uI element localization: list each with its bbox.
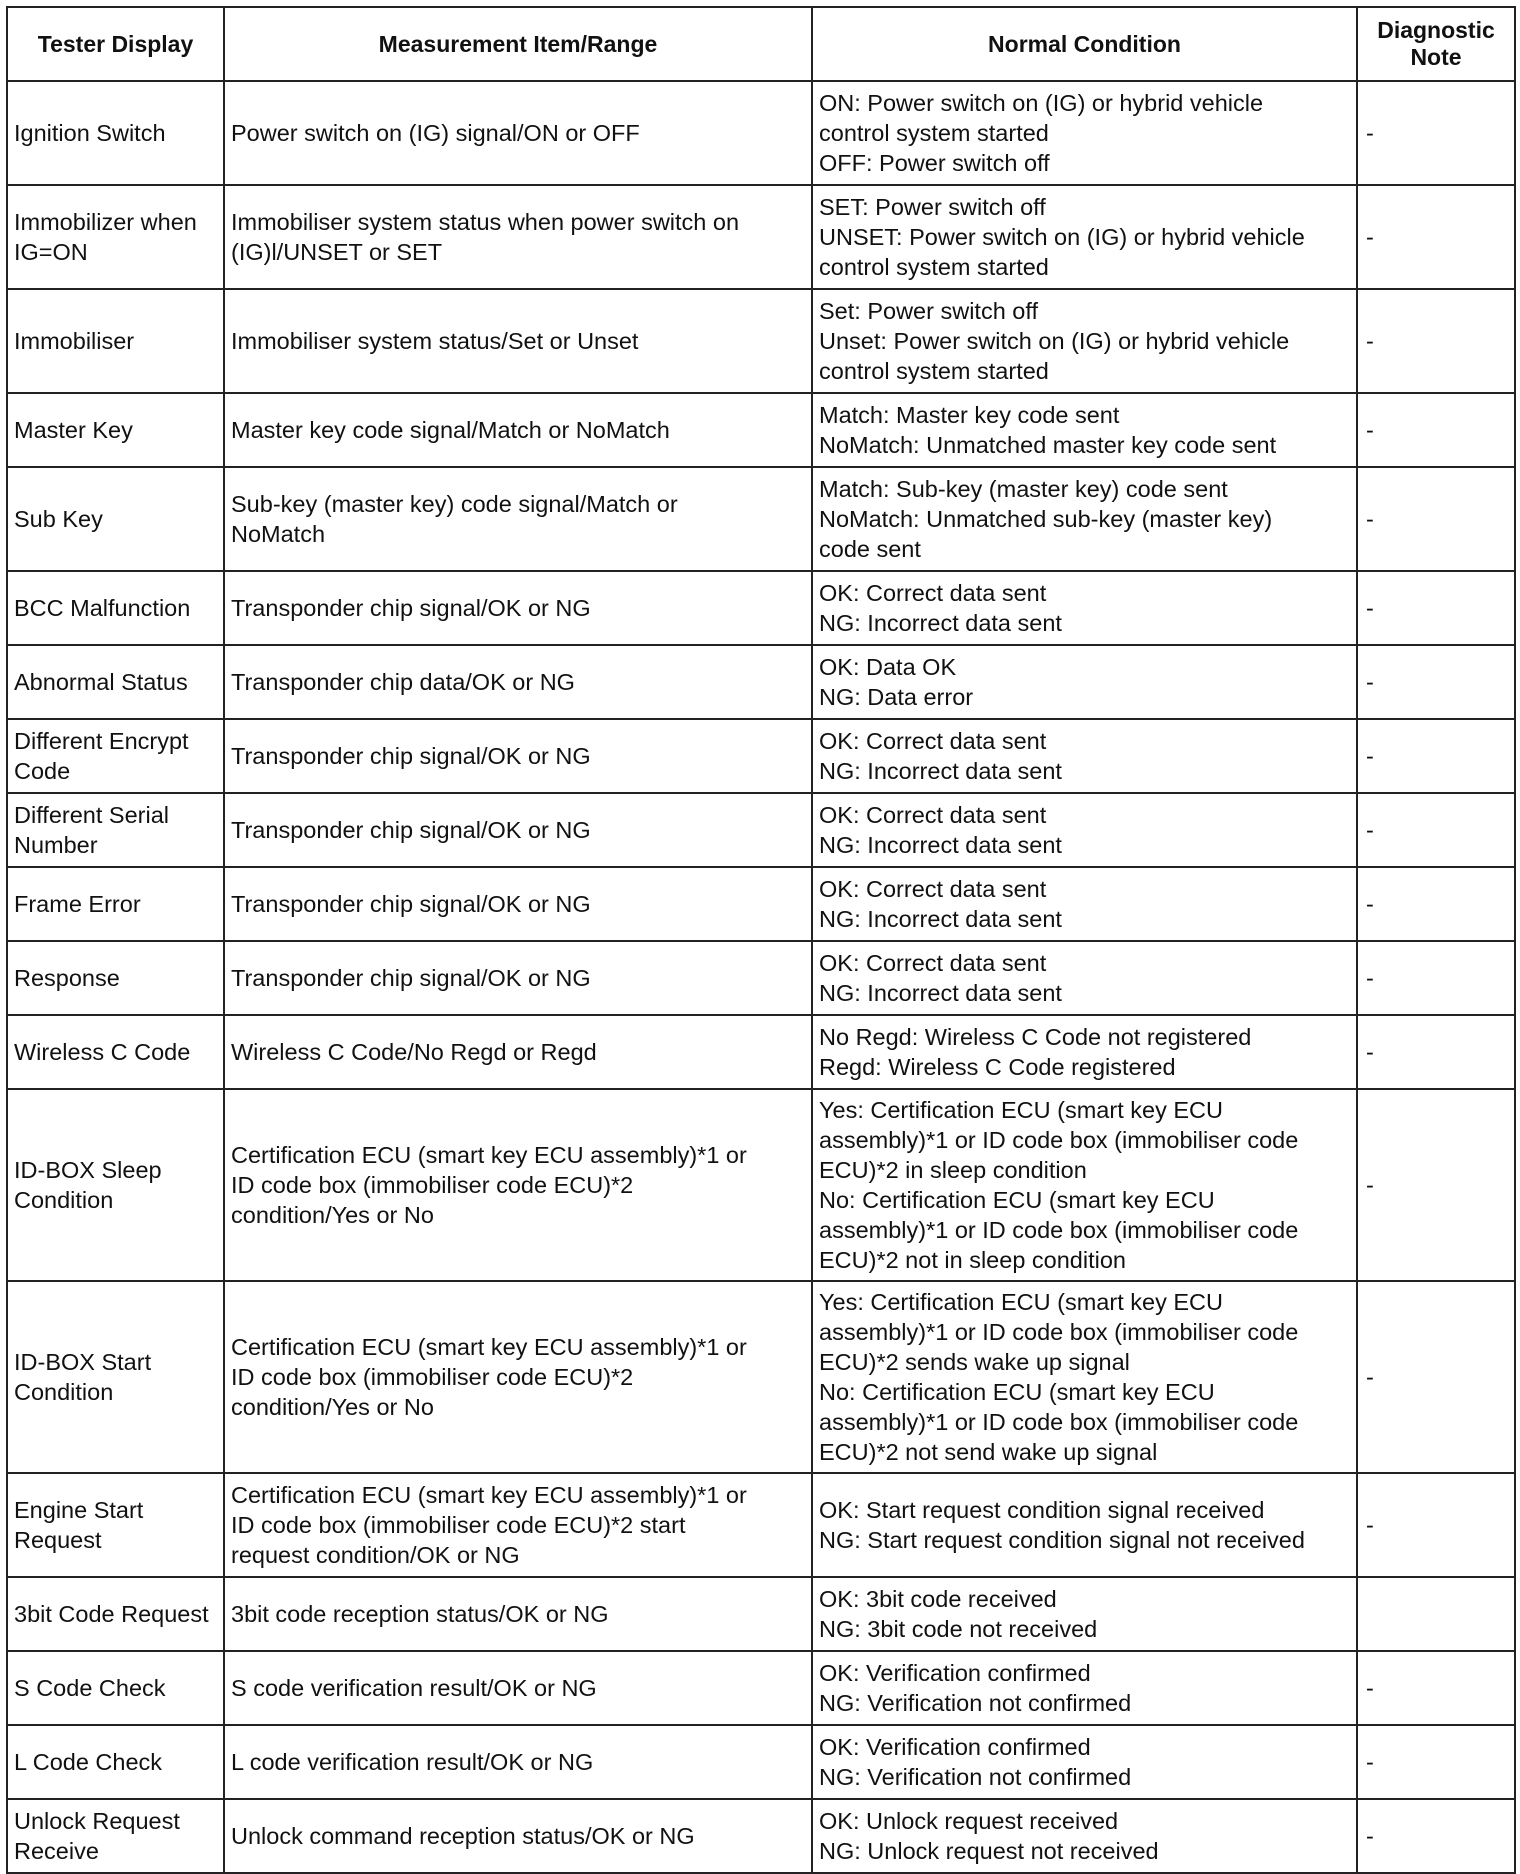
diagnostic-note-cell: - [1357,1799,1515,1873]
tester-display-cell: Ignition Switch [7,81,224,185]
header-normal-condition: Normal Condition [812,7,1357,81]
table-row [7,1651,1515,1725]
diagnostic-note-cell: - [1357,185,1515,289]
table-row [7,1281,1515,1473]
normal-condition-cell: OK: Unlock request received NG: Unlock request not received [812,1799,1357,1873]
normal-condition-cell: SET: Power switch off UNSET: Power switch on (IG) or hybrid vehicle control system started [812,185,1357,289]
diagnostic-note-cell: - [1357,571,1515,645]
tester-display-cell: Wireless C Code [7,1015,224,1089]
diagnostic-note-cell: - [1357,867,1515,941]
table-row [7,289,1515,393]
measurement-cell: Transponder chip signal/OK or NG [224,867,812,941]
diagnostic-note-cell: - [1357,941,1515,1015]
table-row [7,1473,1515,1577]
table-row [7,185,1515,289]
diagnostic-note-cell: - [1357,467,1515,571]
tester-display-cell: ID-BOX Start Condition [7,1281,224,1473]
measurement-cell: Certification ECU (smart key ECU assembly)*1 or ID code box (immobiliser code ECU)*2 condition/Yes or No [224,1281,812,1473]
normal-condition-cell: OK: Verification confirmed NG: Verification not confirmed [812,1725,1357,1799]
measurement-cell: Transponder chip signal/OK or NG [224,793,812,867]
diagnostic-note-cell: - [1357,719,1515,793]
normal-condition-cell: OK: Correct data sent NG: Incorrect data sent [812,719,1357,793]
tester-display-cell: Master Key [7,393,224,467]
measurement-cell: Certification ECU (smart key ECU assembly)*1 or ID code box (immobiliser code ECU)*2 condition/Yes or No [224,1089,812,1281]
measurement-cell: Transponder chip signal/OK or NG [224,719,812,793]
normal-condition-cell: Yes: Certification ECU (smart key ECU assembly)*1 or ID code box (immobiliser code ECU)*2 sends wake up signal No: Certification ECU (smart key ECU assembly)*1 or ID code box (immobiliser code ECU)*2 not send wake up signal [812,1281,1357,1473]
table-row [7,645,1515,719]
tester-display-cell: BCC Malfunction [7,571,224,645]
tester-display-cell: 3bit Code Request [7,1577,224,1651]
measurement-cell: Wireless C Code/No Regd or Regd [224,1015,812,1089]
measurement-cell: Transponder chip data/OK or NG [224,645,812,719]
table-row [7,467,1515,571]
measurement-cell: Transponder chip signal/OK or NG [224,571,812,645]
tester-display-cell: L Code Check [7,1725,224,1799]
measurement-cell: Unlock command reception status/OK or NG [224,1799,812,1873]
tester-display-cell: Different Serial Number [7,793,224,867]
tester-display-cell: S Code Check [7,1651,224,1725]
measurement-cell: L code verification result/OK or NG [224,1725,812,1799]
diagnostic-note-cell: - [1357,1089,1515,1281]
table-row [7,941,1515,1015]
table-row [7,1799,1515,1873]
diagnostic-note-cell [1357,1577,1515,1651]
table-row [7,1725,1515,1799]
table-row [7,1577,1515,1651]
normal-condition-cell: ON: Power switch on (IG) or hybrid vehicle control system started OFF: Power switch off [812,81,1357,185]
header-row [7,7,1515,81]
normal-condition-cell: Set: Power switch off Unset: Power switch on (IG) or hybrid vehicle control system started [812,289,1357,393]
normal-condition-cell: OK: Correct data sent NG: Incorrect data sent [812,941,1357,1015]
normal-condition-cell: OK: Correct data sent NG: Incorrect data sent [812,793,1357,867]
tester-display-cell: ID-BOX Sleep Condition [7,1089,224,1281]
diagnostic-note-cell: - [1357,289,1515,393]
table-row [7,1015,1515,1089]
measurement-cell: S code verification result/OK or NG [224,1651,812,1725]
normal-condition-cell: OK: 3bit code received NG: 3bit code not received [812,1577,1357,1651]
diagnostic-note-cell: - [1357,393,1515,467]
measurement-cell: Sub-key (master key) code signal/Match or NoMatch [224,467,812,571]
measurement-cell: Immobiliser system status when power switch on (IG)l/UNSET or SET [224,185,812,289]
normal-condition-cell: OK: Correct data sent NG: Incorrect data sent [812,867,1357,941]
tester-display-cell: Frame Error [7,867,224,941]
diagnostic-note-cell: - [1357,1015,1515,1089]
measurement-cell: Master key code signal/Match or NoMatch [224,393,812,467]
header-diagnostic-note: Diagnostic Note [1357,7,1515,81]
data-list-table [6,6,1516,1874]
diagnostic-note-cell: - [1357,1725,1515,1799]
tester-display-cell: Unlock Request Receive [7,1799,224,1873]
measurement-cell: 3bit code reception status/OK or NG [224,1577,812,1651]
diagnostic-note-cell: - [1357,793,1515,867]
normal-condition-cell: OK: Correct data sent NG: Incorrect data sent [812,571,1357,645]
normal-condition-cell: OK: Verification confirmed NG: Verification not confirmed [812,1651,1357,1725]
tester-display-cell: Response [7,941,224,1015]
normal-condition-cell: Match: Master key code sent NoMatch: Unmatched master key code sent [812,393,1357,467]
tester-display-cell: Abnormal Status [7,645,224,719]
header-measurement: Measurement Item/Range [224,7,812,81]
tester-display-cell: Immobilizer when IG=ON [7,185,224,289]
normal-condition-cell: No Regd: Wireless C Code not registered Regd: Wireless C Code registered [812,1015,1357,1089]
table-row [7,719,1515,793]
tester-display-cell: Different Encrypt Code [7,719,224,793]
tester-display-cell: Sub Key [7,467,224,571]
table-row [7,867,1515,941]
diagnostic-note-cell: - [1357,645,1515,719]
normal-condition-cell: Match: Sub-key (master key) code sent NoMatch: Unmatched sub-key (master key) code sent [812,467,1357,571]
diagnostic-note-cell: - [1357,1651,1515,1725]
measurement-cell: Certification ECU (smart key ECU assembly)*1 or ID code box (immobiliser code ECU)*2 start request condition/OK or NG [224,1473,812,1577]
diagnostic-note-cell: - [1357,81,1515,185]
normal-condition-cell: OK: Data OK NG: Data error [812,645,1357,719]
measurement-cell: Power switch on (IG) signal/ON or OFF [224,81,812,185]
table-row [7,793,1515,867]
table-row [7,81,1515,185]
normal-condition-cell: Yes: Certification ECU (smart key ECU assembly)*1 or ID code box (immobiliser code ECU)*2 in sleep condition No: Certification ECU (smart key ECU assembly)*1 or ID code box (immobiliser code ECU)*2 not in sleep condition [812,1089,1357,1281]
measurement-cell: Immobiliser system status/Set or Unset [224,289,812,393]
tester-display-cell: Engine Start Request [7,1473,224,1577]
normal-condition-cell: OK: Start request condition signal received NG: Start request condition signal not received [812,1473,1357,1577]
data-list-table-container [6,6,1514,1874]
table-row [7,1089,1515,1281]
diagnostic-note-cell: - [1357,1281,1515,1473]
measurement-cell: Transponder chip signal/OK or NG [224,941,812,1015]
table-row [7,571,1515,645]
table-row [7,393,1515,467]
diagnostic-note-cell: - [1357,1473,1515,1577]
header-tester-display: Tester Display [7,7,224,81]
tester-display-cell: Immobiliser [7,289,224,393]
